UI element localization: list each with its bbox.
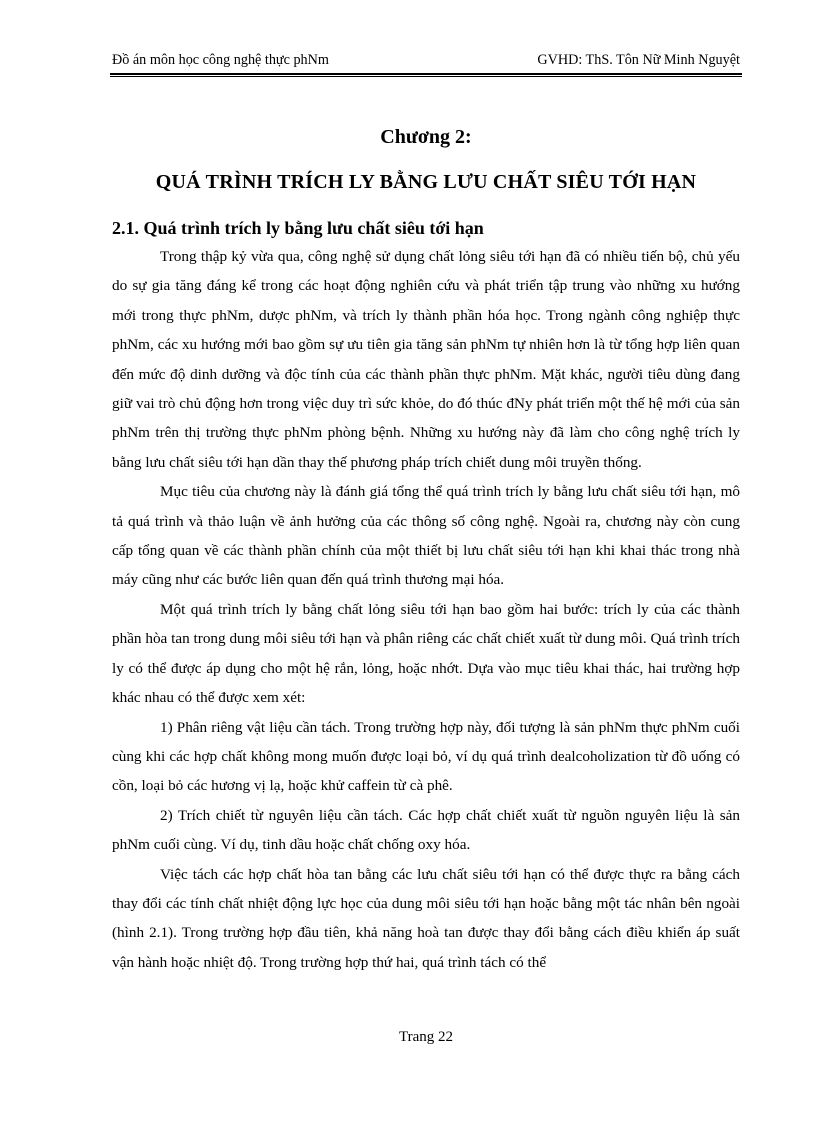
header-supervisor: GVHD: ThS. Tôn Nữ Minh Nguyệt <box>537 52 740 68</box>
paragraph: Việc tách các hợp chất hòa tan bằng các lưu chất siêu tới hạn có thể được thực ra bằng cách thay đổi các tính chất nhiệt động lực học của dung môi siêu tới hạn hoặc bằng một tác nhân bên ngoài (hình 2.1). Trong trường hợp đầu tiên, khả năng hoà tan được thay đổi bằng cách điều khiển áp suất vận hành hoặc nhiệt độ. Trong trường hợp thứ hai, quá trình tách có thể <box>112 865 740 971</box>
chapter-title: QUÁ TRÌNH TRÍCH LY BẰNG LƯU CHẤT SIÊU TỚI HẠN <box>155 171 697 193</box>
page-header <box>112 50 740 70</box>
page-number: Trang 22 <box>398 1029 454 1045</box>
list-item: 1) Phân riêng vật liệu cần tách. Trong trường hợp này, đối tượng là sản phNm thực phNm cuối cùng khi các hợp chất không mong muốn được loại bỏ, ví dụ quá trình dealcoholization từ đồ uống có cồn, loại bỏ các hương vị lạ, hoặc khử caffein từ cà phê. <box>112 718 740 795</box>
body-text <box>112 242 740 977</box>
section-heading: 2.1. Quá trình trích ly bằng lưu chất siêu tới hạn <box>112 218 484 238</box>
header-divider <box>110 73 742 77</box>
paragraph: Một quá trình trích ly bằng chất lỏng siêu tới hạn bao gồm hai bước: trích ly của các thành phần hòa tan trong dung môi siêu tới hạn và phân riêng các chất chiết xuất từ dung môi. Quá trình trích ly có thể được áp dụng cho một hệ rắn, lỏng, hoặc nhớt. Dựa vào mục tiêu khai thác, hai trường hợp khác nhau có thể được xem xét: <box>112 600 740 707</box>
paragraph: Mục tiêu của chương này là đánh giá tổng thể quá trình trích ly bằng lưu chất siêu tới hạn, mô tả quá trình và thảo luận về ảnh hưởng của các thông số công nghệ. Ngoài ra, chương này còn cung cấp tổng quan về các thành phần chính của một thiết bị lưu chất siêu tới hạn khi khai thác trong nhà máy cũng như các bước liên quan đến quá trình thương mại hóa. <box>112 483 740 589</box>
list-item: 2) Trích chiết từ nguyên liệu cần tách. Các hợp chất chiết xuất từ nguồn nguyên liệu là sản phNm cuối cùng. Ví dụ, tinh dầu hoặc chất chống oxy hóa. <box>112 806 740 854</box>
paragraph: Trong thập kỷ vừa qua, công nghệ sử dụng chất lỏng siêu tới hạn đã có nhiều tiến bộ, chủ yếu do sự gia tăng đáng kể trong các hoạt động nghiên cứu và phát triển tập trung vào những xu hướng mới trong thực phNm, dược phNm, và trích ly thành phần hóa học. Trong ngành công nghiệp thực phNm, các xu hướng mới bao gồm sự ưu tiên gia tăng sản phNm tự nhiên hơn là từ tổng hợp liên quan đến mức độ dinh dưỡng và độc tính của các thành phần thực phNm. Mặt khác, người tiêu dùng đang giữ vai trò chủ động hơn trong việc duy trì sức khỏe, do đó thúc đNy phát triển một thế hệ mới của sản phNm trên thị trường thực phNm phòng bệnh. Những xu hướng này đã làm cho công nghệ trích ly bằng lưu chất siêu tới hạn dần thay thế phương pháp trích chiết dung môi truyền thống. <box>112 248 740 471</box>
header-course-title: Đồ án môn học công nghệ thực phNm <box>112 52 329 68</box>
chapter-label: Chương 2: <box>380 126 472 148</box>
